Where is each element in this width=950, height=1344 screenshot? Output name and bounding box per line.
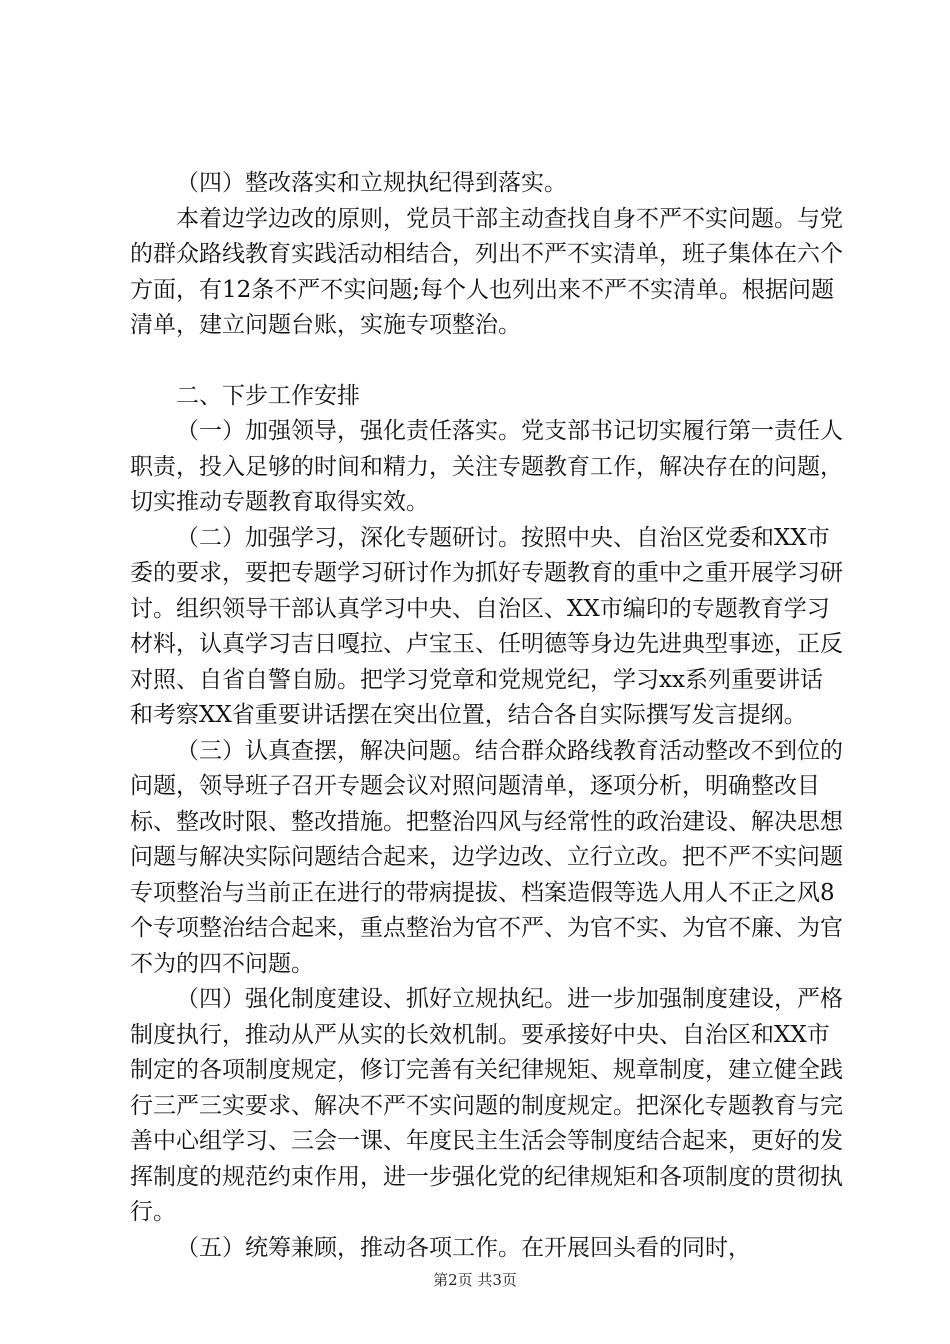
paragraph-overall-planning: （五）统筹兼顾，推动各项工作。在开展回头看的同时， bbox=[176, 1234, 751, 1261]
paragraph-item-4-result: （四）整改落实和立规执纪得到落实。 bbox=[176, 170, 567, 196]
paragraph-learn-and-correct: 本着边学边改的原则，党员干部主动查找自身不严不实问题。与党的群众路线教育实践活动相结合，列出不严不实清单，班子集体在六个方面，有12条不严不实问题;每个人也列出来不严不实清单。根据问题清单，建立问题台账，实施专项整治。 bbox=[130, 205, 843, 338]
paragraph-investigate: （三）认真查摆，解决问题。结合群众路线教育活动整改不到位的问题，领导班子召开专题会议对照问题清单，逐项分析，明确整改目标、整改时限、整改措施。把整治四风与经常性的政治建设、解决思想问题与解决实际问题结合起来，边学边改、立行立改。把不严不实问题专项整治与当前正在进行的带病提拔、档案造假等选人用人不正之风8个专项整治结合起来，重点整治为官不严、为官不实、为官不廉、为官不为的四不问题。 bbox=[130, 737, 843, 977]
paragraph-study: （二）加强学习，深化专题研讨。按照中央、自治区党委和XX市委的要求，要把专题学习研讨作为抓好专题教育的重中之重开展学习研讨。组织领导干部认真学习中央、自治区、XX市编印的专题教育学习材料，认真学习吉日嘎拉、卢宝玉、任明德等身边先进典型事迹，正反对照、自省自警自励。把学习党章和党规党纪，学习xx系列重要讲话和考察XX省重要讲话摆在突出位置，结合各自实际撰写发言提纲。 bbox=[130, 524, 843, 728]
document-body bbox=[130, 166, 845, 1266]
section-heading-next-steps: 二、下步工作安排 bbox=[176, 382, 360, 409]
page-number-footer: 第2页 共3页 bbox=[433, 1271, 517, 1289]
paragraph-system-building: （四）强化制度建设、抓好立规执纪。进一步加强制度建设，严格制度执行，推动从严从实的长效机制。要承接好中央、自治区和XX市制定的各项制度规定，修订完善有关纪律规矩、规章制度，建立健全践行三严三实要求、解决不严不实问题的制度规定。把深化专题教育与完善中心组学习、三会一课、年度民主生活会等制度结合起来，更好的发挥制度的规范约束作用，进一步强化党的纪律规矩和各项制度的贯彻执行。 bbox=[130, 986, 843, 1225]
paragraph-leadership: （一）加强领导，强化责任落实。党支部书记切实履行第一责任人职责，投入足够的时间和精力，关注专题教育工作，解决存在的问题，切实推动专题教育取得实效。 bbox=[130, 418, 843, 515]
